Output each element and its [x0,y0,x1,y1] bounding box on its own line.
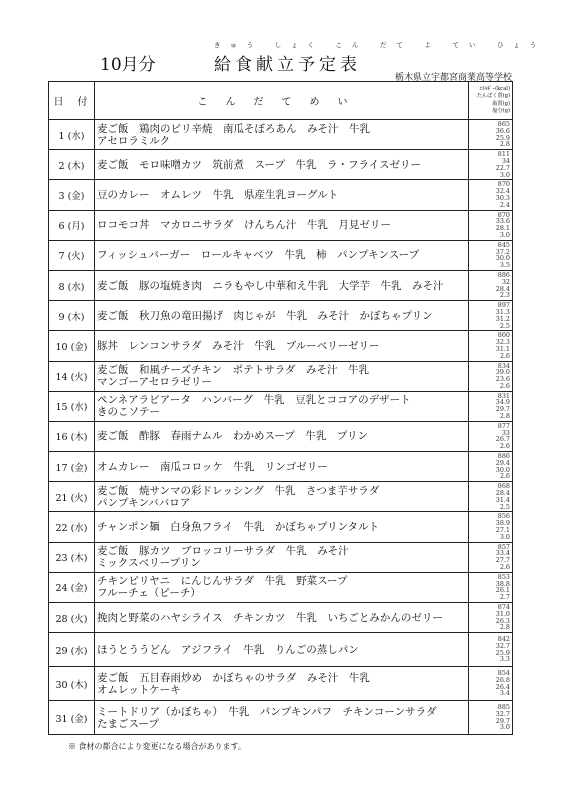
row-menu: 麦ご飯 モロ味噌カツ 筑前煮 スープ 牛乳 ラ・フライスゼリー [95,150,469,180]
row-menu: 麦ご飯 鶏肉のピリ辛焼 南瓜そぼろあん みそ汁 牛乳 アセロラミルク [95,120,469,150]
row-energy: 865 [497,120,510,128]
salt-header: 塩分(g) [492,107,510,114]
row-salt: 3.0 [499,532,510,541]
row-salt: 3.3 [499,655,510,664]
row-nutrition [469,240,513,270]
table-row [49,542,513,572]
table-row [49,180,513,210]
row-nutrition [469,150,513,180]
row-nutrition [469,512,513,542]
row-date: 16 (木) [49,421,95,451]
table-row [49,667,513,701]
table-row [49,361,513,391]
row-energy: 868 [497,482,510,491]
row-date: 23 (木) [49,542,95,572]
row-fat: 23.6 [495,375,510,384]
row-nutrition [469,603,513,633]
menu-table-body [49,120,513,735]
row-fat: 29.7 [495,405,510,414]
table-row [49,150,513,180]
table-row [49,572,513,602]
row-fat: 22.7 [495,163,510,172]
row-energy: 834 [497,361,510,370]
row-protein: 34.9 [495,398,510,407]
footer-note: ※ 食材の都合により変更になる場合があります。 [68,742,246,751]
row-nutrition [469,482,513,512]
row-energy: 842 [497,635,510,644]
energy-header: ｴﾈﾙｷﾞｰ(kcal) [479,86,510,93]
row-nutrition [469,633,513,667]
row-energy: 856 [497,512,510,521]
row-nutrition [469,120,513,150]
row-salt: 3.0 [499,723,510,732]
row-nutrition [469,421,513,451]
row-salt: 2.8 [499,623,510,632]
row-salt: 2.5 [499,502,510,511]
row-fat: 25.9 [495,133,510,142]
row-fat: 31.1 [495,344,510,353]
row-menu: 豆のカレー オムレツ 牛乳 県産生乳ヨーグルト [95,180,469,210]
row-protein: 32.7 [495,641,510,650]
row-protein: 26.8 [495,675,510,684]
row-fat: 31.2 [495,314,510,323]
school-name: 栃木県立宇都宮商業高等学校 [394,73,512,83]
row-protein: 38.9 [495,519,510,528]
title-ruby: きゅう しょく こん だて よ てい ひょう [214,41,546,49]
row-menu: ほうとううどん アジフライ 牛乳 りんごの蒸しパン [95,633,469,667]
table-row [49,331,513,361]
row-fat: 26.7 [495,435,510,444]
row-energy: 886 [497,270,510,279]
row-date: 2 (木) [49,150,95,180]
row-nutrition [469,667,513,701]
table-row [49,633,513,667]
row-protein: 39.0 [495,368,510,377]
row-date: 17 (金) [49,452,95,482]
row-salt: 2.6 [499,381,510,390]
table-row [49,452,513,482]
row-salt: 2.8 [499,140,510,149]
row-menu: ミートドリア（かぼちゃ） 牛乳 パンプキンパフ チキンコーンサラダ たまごスープ [95,701,469,735]
row-date: 6 (月) [49,210,95,240]
row-date: 10 (金) [49,331,95,361]
row-salt: 2.6 [499,563,510,572]
row-date: 9 (木) [49,301,95,331]
row-menu: ロコモコ丼 マカロニサラダ けんちん汁 牛乳 月見ゼリー [95,210,469,240]
row-fat: 30.0 [495,254,510,263]
row-menu: フィッシュバーガー ロールキャベツ 牛乳 柿 パンプキンスープ [95,240,469,270]
month-label: 10月分 [100,55,156,75]
page-title: 給食献立予定表 [214,55,361,75]
row-protein: 33 [501,428,510,437]
row-menu: 挽肉と野菜のハヤシライス チキンカツ 牛乳 いちごとみかんのゼリー [95,603,469,633]
row-energy: 874 [497,603,510,611]
row-fat: 29.7 [495,716,510,725]
table-row [49,270,513,300]
nutrition-column-header [469,82,513,120]
table-row [49,120,513,150]
row-menu: チャンポン麺 白身魚フライ 牛乳 かぼちゃプリンタルト [95,512,469,542]
row-salt: 3.5 [499,261,510,270]
table-row [49,603,513,633]
row-protein: 37.2 [495,247,510,256]
row-protein: 38.8 [495,579,510,588]
row-menu: ペンネアラビアータ ハンバーグ 牛乳 豆乳とココアのデザート きのこソテー [95,391,469,421]
row-date: 3 (金) [49,180,95,210]
row-date: 8 (水) [49,270,95,300]
row-nutrition [469,572,513,602]
row-date: 7 (火) [49,240,95,270]
row-menu: 麦ご飯 秋刀魚の竜田揚げ 肉じゃが 牛乳 みそ汁 かぼちゃプリン [95,301,469,331]
row-protein: 32.4 [495,187,510,196]
row-protein: 28.4 [495,489,510,498]
row-nutrition [469,331,513,361]
row-energy: 870 [497,210,510,219]
table-row [49,482,513,512]
row-salt: 2.8 [499,412,510,421]
row-protein: 34 [501,156,510,165]
row-nutrition [469,701,513,735]
row-date: 1 (水) [49,120,95,150]
table-row [49,210,513,240]
row-menu: 麦ご飯 豚カツ ブロッコリーサラダ 牛乳 みそ汁 ミックスベリープリン [95,542,469,572]
row-fat: 31.4 [495,495,510,504]
row-menu: 麦ご飯 酢豚 春雨ナムル わかめスープ 牛乳 プリン [95,421,469,451]
row-fat: 27.1 [495,526,510,535]
row-fat: 26.4 [495,682,510,691]
row-date: 14 (火) [49,361,95,391]
row-energy: 886 [497,452,510,461]
table-row [49,701,513,735]
row-nutrition [469,180,513,210]
row-nutrition [469,301,513,331]
row-salt: 3.0 [499,230,510,239]
row-nutrition [469,361,513,391]
row-menu: 豚丼 レンコンサラダ みそ汁 牛乳 ブルーベリーゼリー [95,331,469,361]
menu-table [48,81,513,735]
row-fat: 26.1 [495,586,510,595]
row-energy: 845 [497,240,510,249]
menu-column-header: こんだてめい [95,82,469,120]
table-row [49,512,513,542]
row-energy: 885 [497,703,510,712]
table-header-row [49,82,513,120]
row-fat: 28.1 [495,224,510,233]
table-row [49,421,513,451]
table-row [49,240,513,270]
row-protein: 33.6 [495,217,510,226]
row-menu: オムカレー 南瓜コロッケ 牛乳 リンゴゼリー [95,452,469,482]
row-salt: 2.4 [499,200,510,209]
row-fat: 27.7 [495,556,510,565]
row-nutrition [469,391,513,421]
row-date: 28 (火) [49,603,95,633]
row-fat: 28.4 [495,284,510,293]
row-date: 29 (水) [49,633,95,667]
row-energy: 811 [497,150,510,159]
row-energy: 860 [497,331,510,340]
row-date: 31 (金) [49,701,95,735]
table-row [49,301,513,331]
row-menu: チキンピリヤニ にんじんサラダ 牛乳 野菜スープ フルーチェ（ピーチ） [95,572,469,602]
row-protein: 32.3 [495,338,510,347]
row-salt: 2.3 [499,291,510,300]
row-protein: 29.4 [495,458,510,467]
row-salt: 2.6 [499,472,510,481]
row-salt: 3.4 [499,689,510,698]
row-fat: 26.3 [495,616,510,625]
row-menu: 麦ご飯 五目春雨炒め かぼちゃのサラダ みそ汁 牛乳 オムレットケーキ [95,667,469,701]
row-nutrition [469,452,513,482]
row-menu: 麦ご飯 焼サンマの彩ドレッシング 牛乳 さつま芋サラダ パンプキンババロア [95,482,469,512]
fat-header: 脂質(g) [492,100,510,107]
row-energy: 870 [497,180,510,189]
row-date: 15 (水) [49,391,95,421]
row-nutrition [469,270,513,300]
row-date: 22 (水) [49,512,95,542]
row-fat: 30.0 [495,465,510,474]
row-fat: 25.9 [495,648,510,657]
row-protein: 31.3 [495,307,510,316]
row-menu: 麦ご飯 和風チーズチキン ポテトサラダ みそ汁 牛乳 マンゴーアセロラゼリー [95,361,469,391]
row-fat: 30.3 [495,193,510,202]
row-salt: 2.6 [499,442,510,451]
row-protein: 32 [501,277,510,286]
row-nutrition [469,542,513,572]
row-date: 24 (金) [49,572,95,602]
row-date: 30 (木) [49,667,95,701]
date-column-header: 日 付 [49,82,95,120]
row-energy: 857 [497,542,510,551]
row-protein: 33.4 [495,549,510,558]
row-energy: 831 [497,391,510,400]
row-energy: 877 [497,421,510,430]
protein-header: たんぱく質(g) [476,93,510,100]
row-energy: 853 [497,572,510,581]
row-salt: 3.0 [499,170,510,179]
row-nutrition [469,210,513,240]
row-energy: 897 [497,301,510,310]
row-protein: 36.6 [495,126,510,135]
row-menu: 麦ご飯 豚の塩焼き肉 ニラもやし中華和え牛乳 大学芋 牛乳 みそ汁 [95,270,469,300]
row-energy: 854 [497,669,510,678]
row-salt: 2.6 [499,351,510,360]
table-row [49,391,513,421]
row-protein: 32.7 [495,709,510,718]
row-salt: 2.5 [499,321,510,330]
row-protein: 31.0 [495,609,510,618]
row-date: 21 (火) [49,482,95,512]
row-salt: 2.7 [499,593,510,602]
